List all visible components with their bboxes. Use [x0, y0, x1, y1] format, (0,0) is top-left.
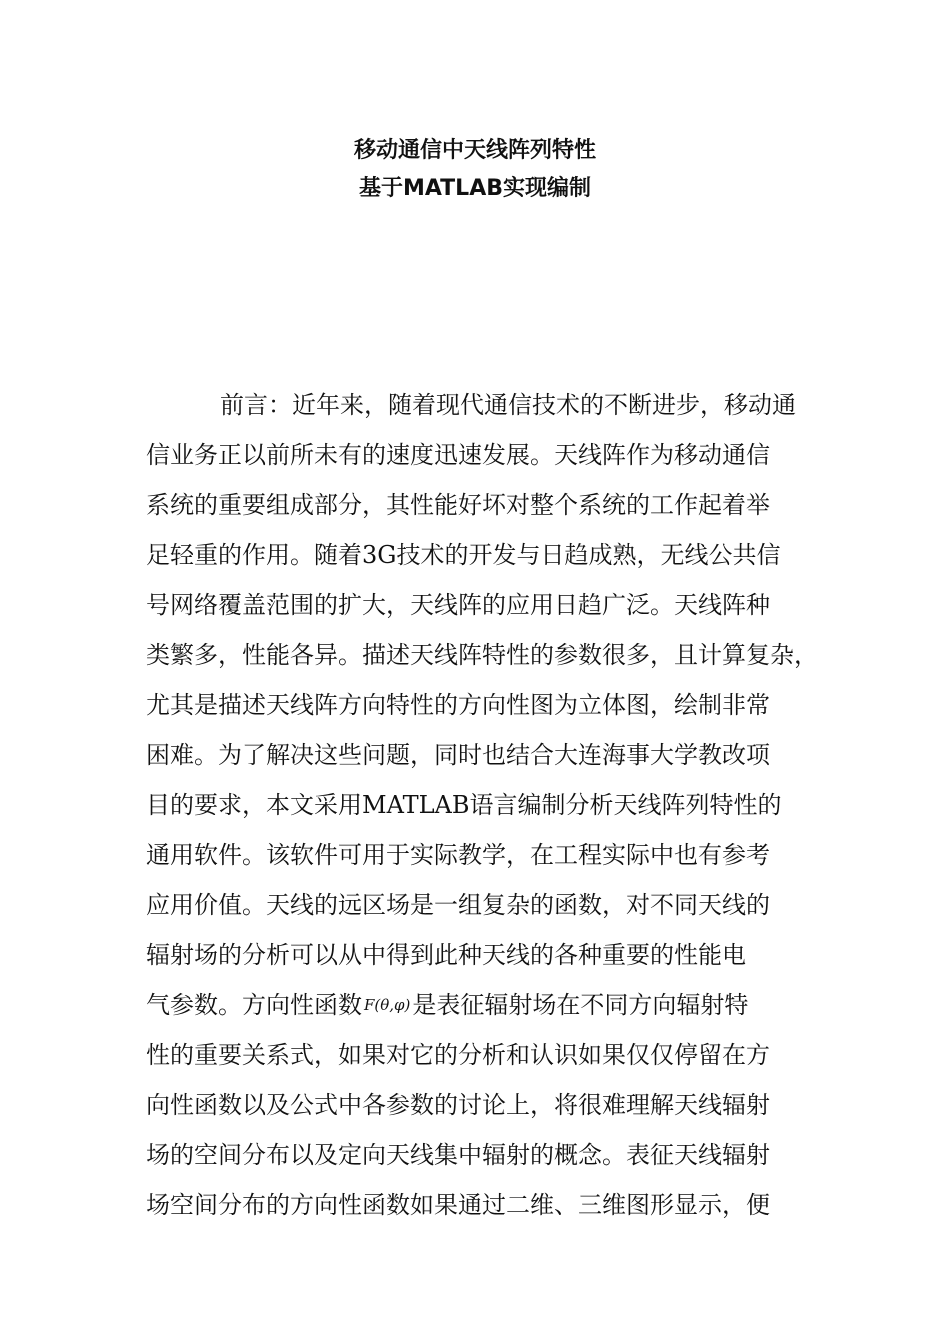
text-line: 系统的重要组成部分，其性能好坏对整个系统的工作起着举 [146, 491, 770, 519]
text-line: 向性函数以及公式中各参数的讨论上，将很难理解天线辐射 [146, 1091, 770, 1119]
title-line-1: 移动通信中天线阵列特性 [353, 138, 596, 163]
text-line: 足轻重的作用。随着3G技术的开发与日趋成熟，无线公共信 [146, 541, 781, 569]
text-line: 场空间分布的方向性函数如果通过二维、三维图形显示，便 [146, 1191, 770, 1219]
text-line: 类繁多，性能各异。描述天线阵特性的参数很多，且计算复杂， [146, 641, 818, 669]
text-line: 信业务正以前所未有的速度迅速发展。天线阵作为移动通信 [146, 441, 770, 469]
title-line-2: 基于MATLAB实现编制 [358, 176, 592, 201]
text-line: 目的要求，本文采用MATLAB语言编制分析天线阵列特性的 [146, 791, 782, 819]
text-line: 前言：近年来，随着现代通信技术的不断进步，移动通 [220, 391, 796, 419]
text-line: 困难。为了解决这些问题，同时也结合大连海事大学教改项 [146, 741, 770, 769]
text-line: 号网络覆盖范围的扩大，天线阵的应用日趋广泛。天线阵种 [146, 591, 770, 619]
text-line-with-formula [146, 980, 810, 1030]
text-line: 通用软件。该软件可用于实际教学，在工程实际中也有参考 [146, 841, 770, 869]
text-line: 应用价值。天线的远区场是一组复杂的函数，对不同天线的 [146, 891, 770, 919]
text-line: 性的重要关系式，如果对它的分析和认识如果仅仅停留在方 [146, 1041, 770, 1069]
document-title [0, 132, 950, 208]
text-segment: 是表征辐射场在不同方向辐射特 [412, 991, 749, 1019]
text-line: 场的空间分布以及定向天线集中辐射的概念。表征天线辐射 [146, 1141, 770, 1169]
text-line: 辐射场的分析可以从中得到此种天线的各种重要的性能电 [146, 941, 746, 969]
text-segment: 气参数。方向性函数 [146, 991, 362, 1019]
preface-paragraph [146, 380, 818, 1230]
directivity-function-formula: F(θ,φ) [364, 996, 411, 1014]
text-line: 尤其是描述天线阵方向特性的方向性图为立体图，绘制非常 [146, 691, 770, 719]
